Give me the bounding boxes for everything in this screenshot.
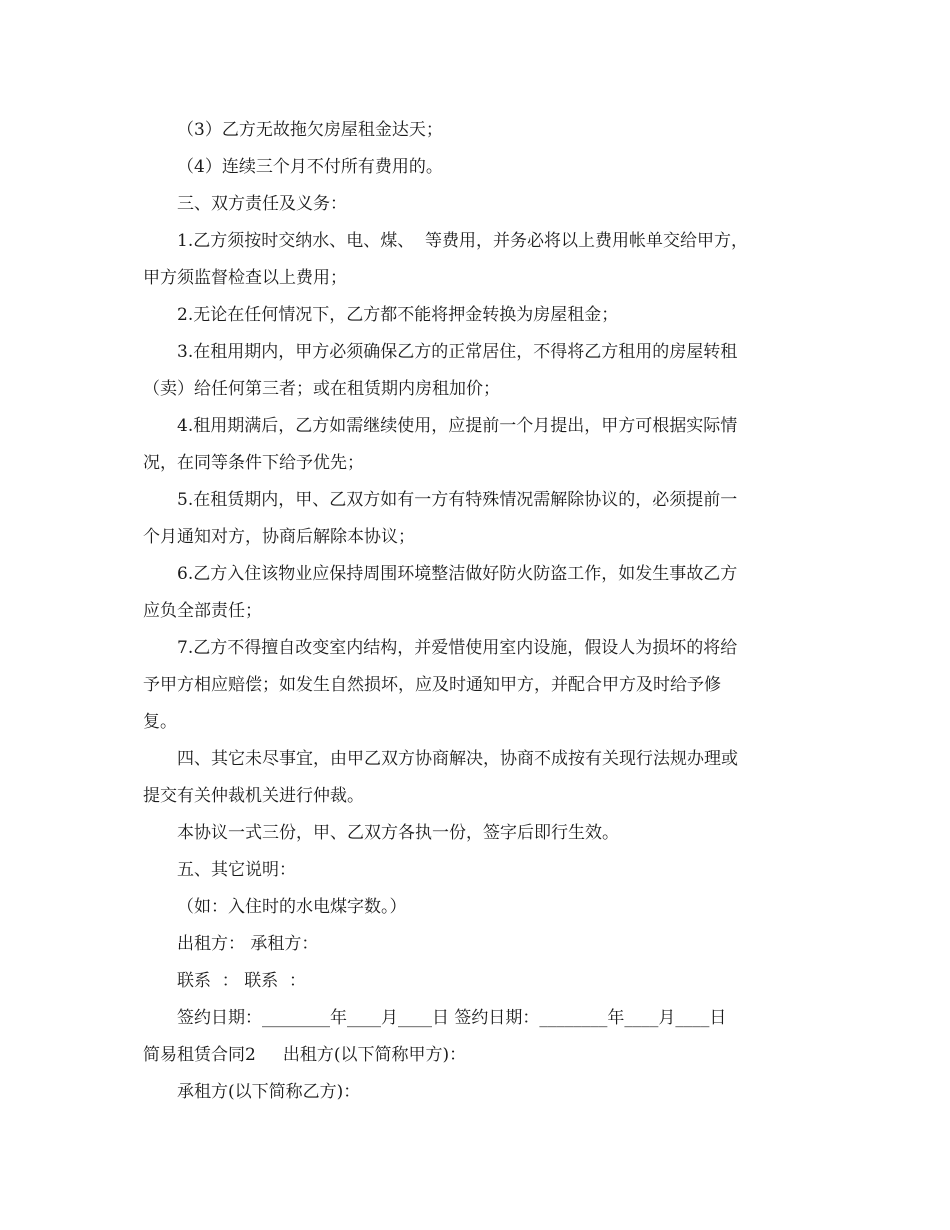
paragraph [143,963,808,1000]
text-line: 联系 ： 联系 ： [177,971,307,991]
text-line: 4.租用期满后，乙方如需继续使用，应提前一个月提出，甲方可根据实际情 [177,416,738,436]
text-line: 6.乙方入住该物业应保持周围环境整洁做好防火防盗工作，如发生事故乙方 [177,564,738,584]
text-line: 应负全部责任； [143,601,262,621]
paragraph [143,1000,808,1074]
text-line: 7.乙方不得擅自改变室内结构，并爱惜使用室内设施，假设人为损坏的将给 [177,638,738,658]
text-line: 5.在租赁期内，甲、乙双方如有一方有特殊情况需解除协议的，必须提前一 [177,490,738,510]
text-line: 五、其它说明： [177,860,296,880]
paragraph [143,186,808,223]
text-line: 三、双方责任及义务： [177,194,347,214]
paragraph [143,852,808,889]
text-line: 出租方： 承租方： [177,934,319,954]
text-line: 简易租赁合同2 出租方(以下简称甲方)： [143,1045,467,1065]
text-line: 1.乙方须按时交纳水、电、煤、 等费用，并务必将以上费用帐单交给甲方， [177,231,749,251]
paragraph [143,556,808,630]
text-line: 2.无论在任何情况下，乙方都不能将押金转换为房屋租金； [177,305,619,325]
paragraph [143,815,808,852]
paragraph [143,149,808,186]
text-line: 承租方(以下简称乙方)： [177,1082,361,1102]
paragraph [143,1074,808,1111]
text-line: 四、其它未尽事宜，由甲乙双方协商解决，协商不成按有关现行法规办理或 [177,749,738,769]
paragraph [143,223,808,297]
paragraph [143,741,808,815]
text-line: 甲方须监督检查以上费用； [143,268,347,288]
text-line: 提交有关仲裁机关进行仲裁。 [143,786,364,806]
paragraph [143,926,808,963]
paragraph [143,482,808,556]
paragraph [143,112,808,149]
text-line: （如：入住时的水电煤字数。） [177,897,407,917]
paragraph [143,297,808,334]
paragraph [143,630,808,741]
text-line: 复。 [143,712,177,732]
paragraph [143,889,808,926]
text-line: 予甲方相应赔偿；如发生自然损坏，应及时通知甲方，并配合甲方及时给予修 [143,675,721,695]
paragraph [143,408,808,482]
text-line: 3.在租用期内，甲方必须确保乙方的正常居住，不得将乙方租用的房屋转租 [177,342,738,362]
paragraph [143,334,808,408]
text-line: （3）乙方无故拖欠房屋租金达天； [177,120,443,140]
text-line: 签约日期：________年____月____日 签约日期：________年____月____日 [177,1008,727,1028]
text-line: 本协议一式三份，甲、乙双方各执一份，签字后即行生效。 [177,823,619,843]
text-line: 个月通知对方，协商后解除本协议； [143,527,415,547]
text-line: （4）连续三个月不付所有费用的。 [177,157,443,177]
contract-body [143,112,808,1111]
text-line: 况，在同等条件下给予优先； [143,453,364,473]
text-line: （卖）给任何第三者；或在租赁期内房租加价； [143,379,500,399]
